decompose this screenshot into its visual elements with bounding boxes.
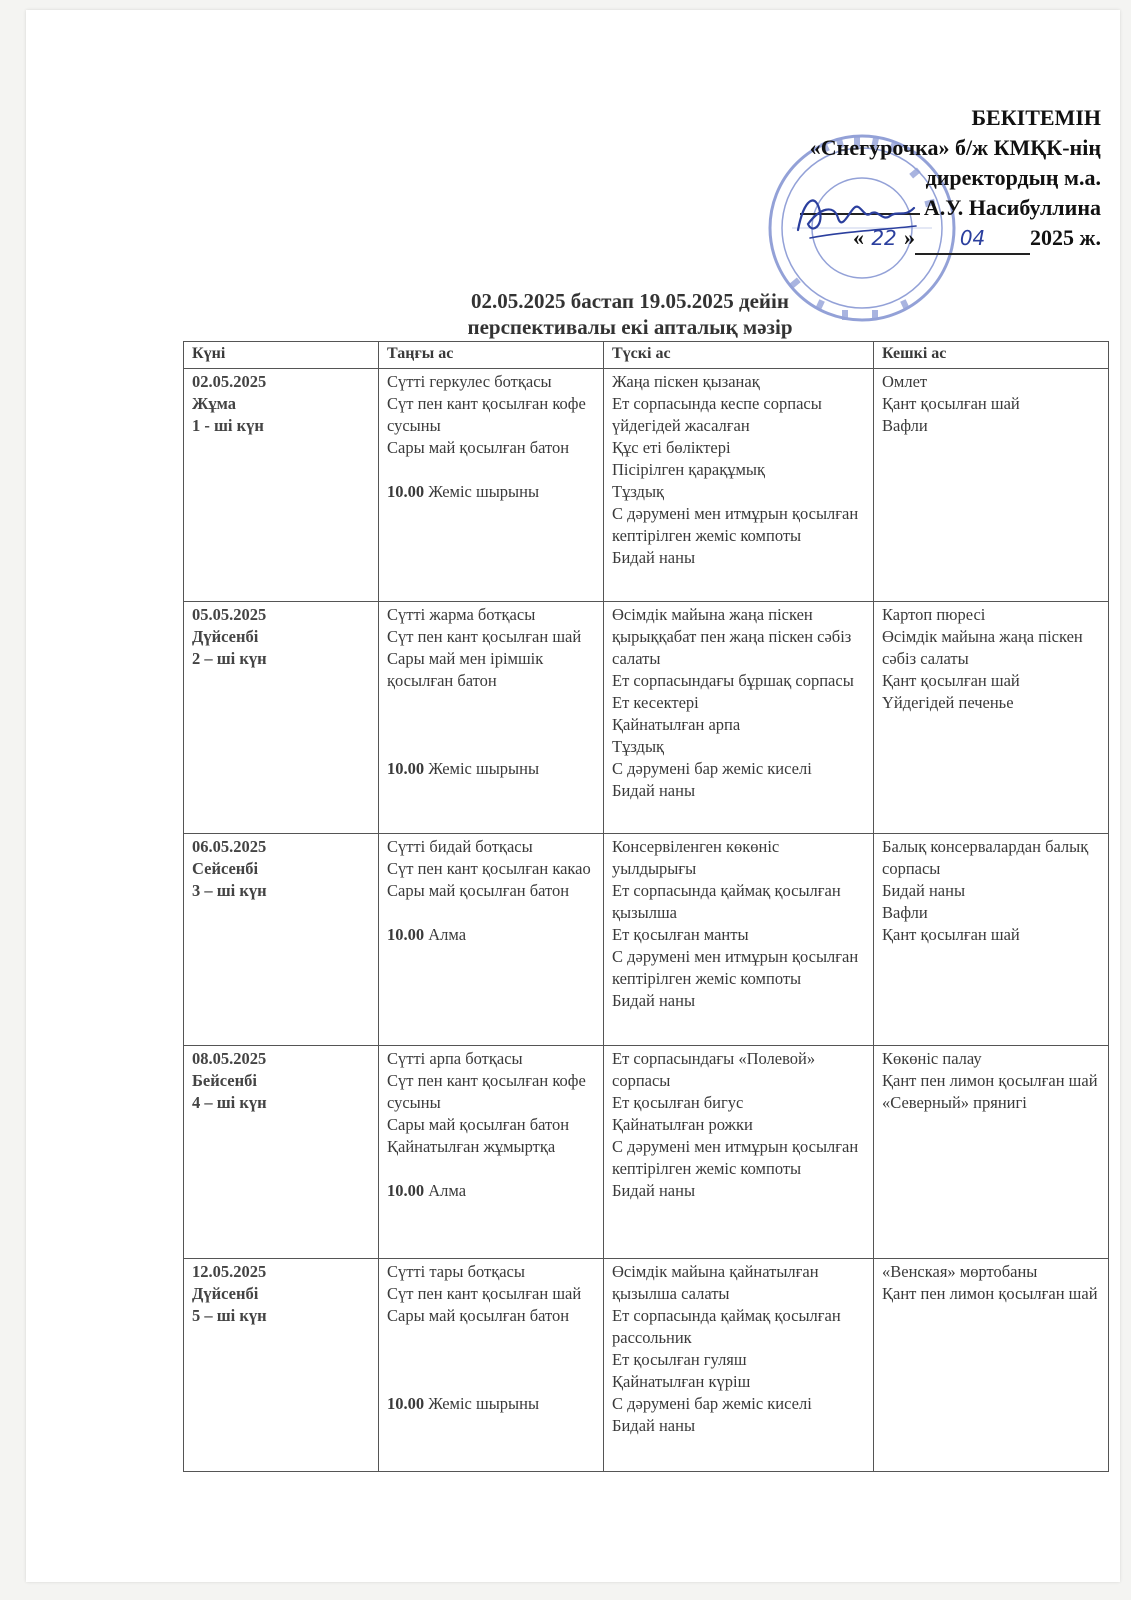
snack-item: Жеміс шырыны	[428, 482, 540, 501]
lunch-item: Ет қосылған манты	[612, 925, 749, 944]
spacer	[387, 459, 595, 481]
breakfast-cell	[379, 1259, 604, 1472]
day-cell	[184, 369, 379, 602]
approval-position: директордың м.а.	[925, 165, 1101, 190]
lunch-item: С дәрумені мен итмұрын қосылған кептірілген жеміс компоты	[612, 947, 859, 988]
day-weekday: Дүйсенбі	[192, 1284, 259, 1303]
breakfast-cell	[379, 1046, 604, 1259]
lunch-item: Ет сорпасындағы «Полевой» сорпасы	[612, 1049, 816, 1090]
day-date: 06.05.2025	[192, 837, 267, 856]
date-open-quote: «	[853, 225, 865, 250]
date-close-quote: »	[904, 225, 916, 250]
day-date: 12.05.2025	[192, 1262, 267, 1281]
menu-table	[183, 341, 1109, 1472]
dinner-item: Қант пен лимон қосылған шай	[882, 1071, 1098, 1090]
breakfast-item: Қайнатылған жұмыртқа	[387, 1137, 556, 1156]
lunch-item: Пісірілген қарақұмық	[612, 460, 766, 479]
spacer	[387, 736, 595, 758]
snack-time: 10.00	[387, 925, 425, 944]
table-row	[184, 602, 1109, 834]
snack-item: Алма	[428, 1181, 467, 1200]
date-year: 2025 ж.	[1030, 225, 1101, 250]
lunch-item: Ет сорпасында қаймақ қосылған қызылша	[612, 881, 841, 922]
spacer	[387, 714, 595, 736]
date-month: 04	[959, 226, 986, 250]
lunch-item: Бидай наны	[612, 1181, 696, 1200]
lunch-item: Бидай наны	[612, 548, 696, 567]
lunch-cell	[604, 602, 874, 834]
breakfast-item: Сары май қосылған батон	[387, 438, 570, 457]
day-number: 1 - ші күн	[192, 416, 264, 435]
lunch-item: С дәрумені бар жеміс киселі	[612, 1394, 812, 1413]
breakfast-item: Сүт пен кант қосылған кофе сусыны	[387, 1071, 586, 1112]
breakfast-item: Сары май қосылған батон	[387, 1115, 570, 1134]
dinner-item: Үйдегідей печенье	[882, 693, 1014, 712]
lunch-item: Ет сорпасындағы бұршақ сорпасы	[612, 671, 854, 690]
snack-line	[387, 1180, 595, 1202]
day-weekday: Сейсенбі	[192, 859, 259, 878]
menu-body	[184, 369, 1109, 1472]
dinner-cell	[874, 1259, 1109, 1472]
lunch-item: С дәрумені мен итмұрын қосылған кептірілген жеміс компоты	[612, 504, 859, 545]
title-menu-name: перспективалы екі апталық мәзір	[467, 315, 793, 339]
snack-time: 10.00	[387, 1181, 425, 1200]
lunch-item: Ет сорпасында кеспе сорпасы үйдегідей жасалған	[612, 394, 822, 435]
day-cell	[184, 834, 379, 1046]
breakfast-item: Сүтті арпа ботқасы	[387, 1049, 523, 1068]
lunch-item: Тұздық	[612, 482, 665, 501]
header-day: Күні	[184, 342, 379, 369]
snack-line	[387, 924, 595, 946]
breakfast-item: Сүт пен кант қосылған шай	[387, 1284, 582, 1303]
lunch-item: Тұздық	[612, 737, 665, 756]
dinner-cell	[874, 834, 1109, 1046]
lunch-item: Ет қосылған гуляш	[612, 1350, 747, 1369]
lunch-item: Қайнатылған рожки	[612, 1115, 753, 1134]
table-row	[184, 1046, 1109, 1259]
dinner-item: Вафли	[882, 416, 928, 435]
day-date: 05.05.2025	[192, 605, 267, 624]
breakfast-item: Сүт пен кант қосылған кофе сусыны	[387, 394, 586, 435]
snack-item: Жеміс шырыны	[428, 1394, 540, 1413]
snack-line	[387, 1393, 595, 1415]
dinner-item: Қант қосылған шай	[882, 394, 1020, 413]
day-weekday: Дүйсенбі	[192, 627, 259, 646]
dinner-item: Картоп пюресі	[882, 605, 986, 624]
day-number: 3 – ші күн	[192, 881, 267, 900]
date-day: 22	[871, 226, 897, 250]
day-cell	[184, 1259, 379, 1472]
dinner-cell	[874, 1046, 1109, 1259]
breakfast-cell	[379, 369, 604, 602]
table-row	[184, 369, 1109, 602]
day-number: 5 – ші күн	[192, 1306, 267, 1325]
dinner-item: «Северный» прянигі	[882, 1093, 1027, 1112]
lunch-item: Құс еті бөліктері	[612, 438, 731, 457]
title-period: 02.05.2025 бастап 19.05.2025 дейін	[471, 289, 789, 313]
day-cell	[184, 602, 379, 834]
snack-time: 10.00	[387, 759, 425, 778]
breakfast-item: Сары май қосылған батон	[387, 1306, 570, 1325]
dinner-item: Қант қосылған шай	[882, 671, 1020, 690]
lunch-item: Өсімдік майына қайнатылған қызылша салаты	[612, 1262, 819, 1303]
lunch-cell	[604, 369, 874, 602]
dinner-cell	[874, 602, 1109, 834]
lunch-item: Қайнатылған арпа	[612, 715, 741, 734]
day-date: 02.05.2025	[192, 372, 267, 391]
spacer	[387, 1371, 595, 1393]
lunch-item: Бидай наны	[612, 781, 696, 800]
snack-item: Алма	[428, 925, 467, 944]
snack-line	[387, 758, 595, 780]
lunch-cell	[604, 1046, 874, 1259]
header-row	[184, 342, 1109, 369]
table-row	[184, 834, 1109, 1046]
breakfast-item: Сүт пен кант қосылған какао	[387, 859, 591, 878]
dinner-item: Қант қосылған шай	[882, 925, 1020, 944]
day-number: 2 – ші күн	[192, 649, 267, 668]
spacer	[387, 692, 595, 714]
lunch-item: Ет қосылған бигус	[612, 1093, 744, 1112]
dinner-item: Қант пен лимон қосылған шай	[882, 1284, 1098, 1303]
approval-name: А.У. Насибуллина	[923, 195, 1101, 220]
dinner-item: «Венская» мөртобаны	[882, 1262, 1038, 1281]
breakfast-cell	[379, 602, 604, 834]
breakfast-item: Сүтті жарма ботқасы	[387, 605, 536, 624]
breakfast-cell	[379, 834, 604, 1046]
lunch-item: Консервіленген көкөніс уылдырығы	[612, 837, 780, 878]
dinner-item: Бидай наны	[882, 881, 966, 900]
day-cell	[184, 1046, 379, 1259]
breakfast-item: Сары май қосылған батон	[387, 881, 570, 900]
lunch-cell	[604, 834, 874, 1046]
dinner-cell	[874, 369, 1109, 602]
breakfast-item: Сүтті бидай ботқасы	[387, 837, 533, 856]
lunch-item: С дәрумені бар жеміс киселі	[612, 759, 812, 778]
day-weekday: Жұма	[192, 394, 236, 413]
spacer	[387, 1349, 595, 1371]
approval-title: БЕКІТЕМІН	[971, 105, 1101, 130]
header-lunch: Түскі ас	[604, 342, 874, 369]
lunch-item: Бидай наны	[612, 1416, 696, 1435]
lunch-item: Өсімдік майына жаңа піскен қырыққабат пен жаңа піскен сәбіз салаты	[612, 605, 852, 668]
snack-time: 10.00	[387, 482, 425, 501]
dinner-item: Вафли	[882, 903, 928, 922]
lunch-item: Қайнатылған күріш	[612, 1372, 751, 1391]
snack-line	[387, 481, 595, 503]
breakfast-item: Сүтті тары ботқасы	[387, 1262, 525, 1281]
dinner-item: Көкөніс палау	[882, 1049, 982, 1068]
document-title	[420, 288, 840, 340]
snack-item: Жеміс шырыны	[428, 759, 540, 778]
header-dinner: Кешкі ас	[874, 342, 1109, 369]
snack-time: 10.00	[387, 1394, 425, 1413]
lunch-item: Ет кесектері	[612, 693, 699, 712]
spacer	[387, 902, 595, 924]
lunch-item: С дәрумені мен итмұрын қосылған кептірілген жеміс компоты	[612, 1137, 859, 1178]
breakfast-item: Сүт пен кант қосылған шай	[387, 627, 582, 646]
date-month-line	[915, 223, 1030, 255]
day-number: 4 – ші күн	[192, 1093, 267, 1112]
spacer	[387, 1158, 595, 1180]
dinner-item: Өсімдік майына жаңа піскен сәбіз салаты	[882, 627, 1083, 668]
approval-organization: «Снегурочка» б/ж КМҚК-нің	[809, 135, 1101, 160]
lunch-item: Бидай наны	[612, 991, 696, 1010]
lunch-item: Ет сорпасында қаймақ қосылған рассольник	[612, 1306, 841, 1347]
header-breakfast: Таңғы ас	[379, 342, 604, 369]
lunch-cell	[604, 1259, 874, 1472]
spacer	[387, 1327, 595, 1349]
day-date: 08.05.2025	[192, 1049, 267, 1068]
dinner-item: Балық консервалардан балық сорпасы	[882, 837, 1089, 878]
breakfast-item: Сүтті геркулес ботқасы	[387, 372, 552, 391]
day-weekday: Бейсенбі	[192, 1071, 257, 1090]
table-row	[184, 1259, 1109, 1472]
handwritten-signature	[790, 178, 920, 248]
breakfast-item: Сары май мен ірімшік қосылған батон	[387, 649, 544, 690]
dinner-item: Омлет	[882, 372, 928, 391]
lunch-item: Жаңа піскен қызанақ	[612, 372, 760, 391]
